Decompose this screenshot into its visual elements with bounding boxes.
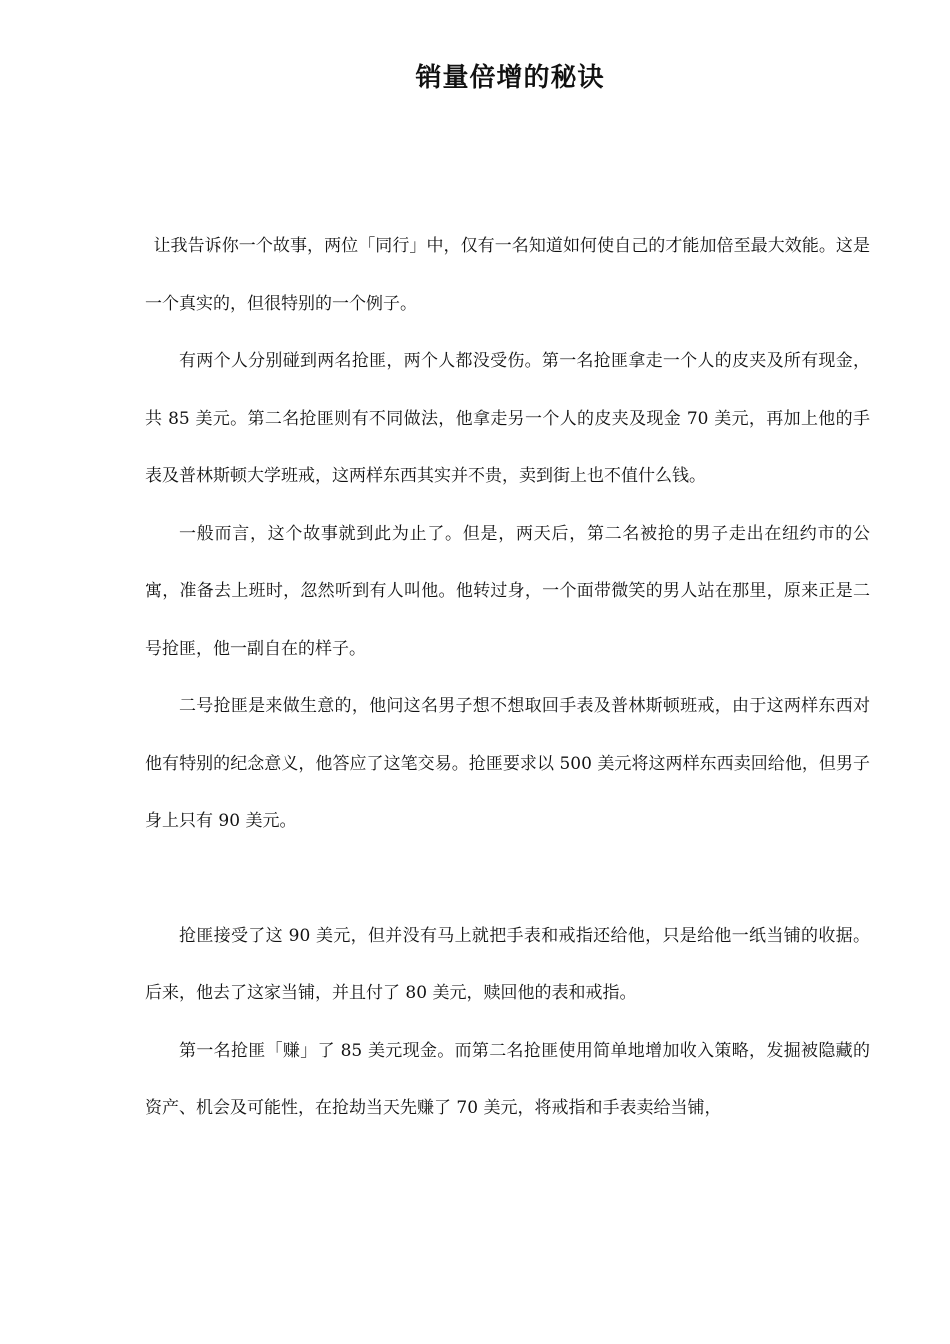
paragraph-6: 第一名抢匪「赚」了 85 美元现金。而第二名抢匪使用简单地增加收入策略，发掘被隐藏的资产、机会及可能性，在抢劫当天先赚了 70 美元，将戒指和手表卖给当铺， xyxy=(145,1040,870,1118)
paragraph-4: 二号抢匪是来做生意的，他问这名男子想不想取回手表及普林斯顿班戒，由于这两样东西对他有特别的纪念意义，他答应了这笔交易。抢匪要求以 500 美元将这两样东西卖回给他，但男子身上只有 90 美元。 xyxy=(145,696,870,831)
paragraph-2: 有两个人分别碰到两名抢匪，两个人都没受伤。第一名抢匪拿走一个人的皮夹及所有现金，共 85 美元。第二名抢匪则有不同做法，他拿走另一个人的皮夹及现金 70 美元，再加上他的手表及普林斯顿大学班戒，这两样东西其实并不贵，卖到街上也不值什么钱。 xyxy=(145,351,870,486)
document-body xyxy=(145,218,870,1138)
paragraph-1: 让我告诉你一个故事，两位「同行」中，仅有一名知道如何使自己的才能加倍至最大效能。这是一个真实的，但很特别的一个例子。 xyxy=(145,236,870,314)
document-title: 销量倍增的秘诀 xyxy=(415,63,605,93)
paragraph-5: 抢匪接受了这 90 美元，但并没有马上就把手表和戒指还给他，只是给他一纸当铺的收据。后来，他去了这家当铺，并且付了 80 美元，赎回他的表和戒指。 xyxy=(145,925,870,1003)
paragraph-3: 一般而言，这个故事就到此为止了。但是，两天后，第二名被抢的男子走出在纽约市的公寓，准备去上班时，忽然听到有人叫他。他转过身，一个面带微笑的男人站在那里，原来正是二号抢匪，他一副自在的样子。 xyxy=(145,523,870,659)
